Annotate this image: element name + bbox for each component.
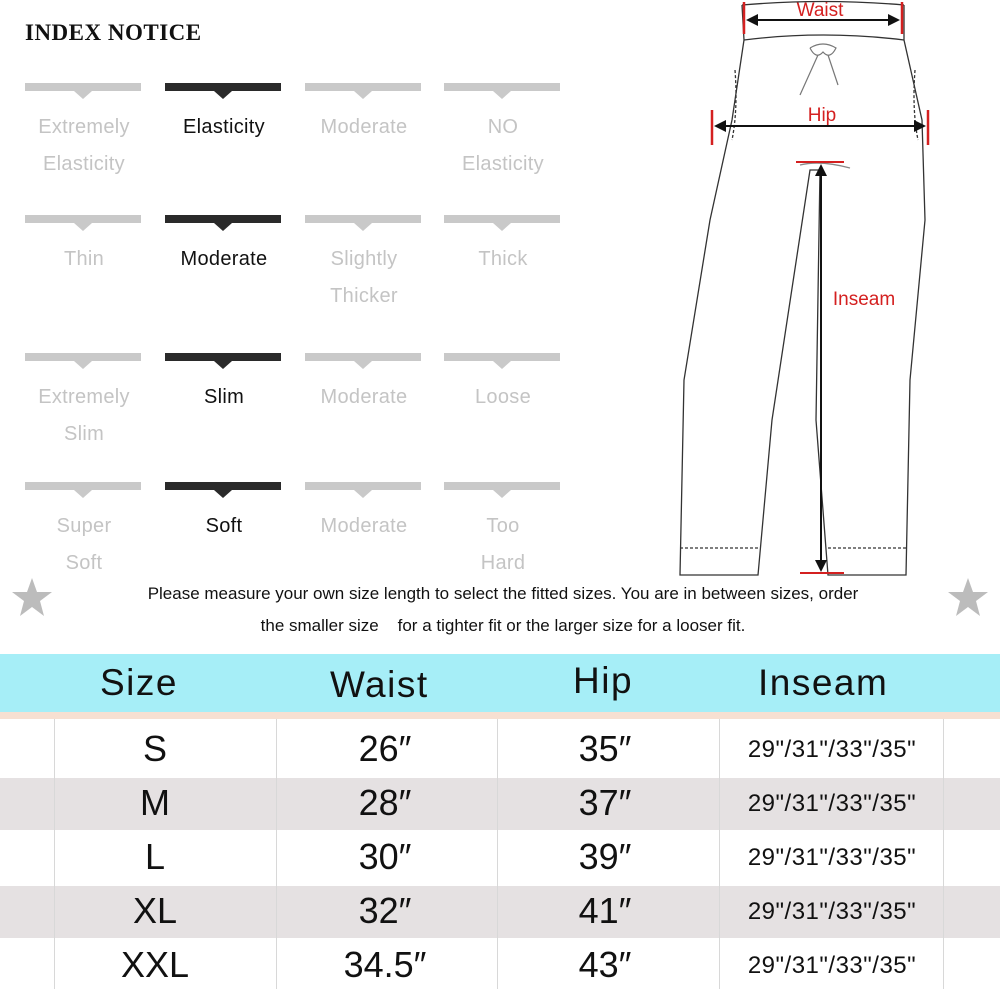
scale-label: Too Hard: [480, 515, 526, 574]
hip-cell: 39″: [578, 836, 632, 877]
table-row: [0, 832, 1000, 884]
scale-label: Moderate: [320, 386, 408, 408]
scale-bar: [25, 353, 141, 361]
scale-bar: [305, 482, 421, 490]
scale-label-selected: Slim: [203, 386, 245, 408]
column-divider: [497, 719, 498, 989]
scale-label: Extremely Elasticity: [38, 116, 130, 175]
scale-bar: [25, 215, 141, 223]
size-cell: L: [144, 836, 166, 877]
size-cell: XXL: [120, 944, 190, 985]
scale-bar: [25, 482, 141, 490]
waist-label: Waist: [796, 0, 844, 21]
header-hip: Hip: [573, 660, 634, 701]
column-divider: [943, 719, 944, 989]
header-inseam: Inseam: [758, 662, 889, 703]
waist-cell: 28″: [358, 782, 412, 823]
header-size: Size: [100, 662, 178, 703]
scale-label-selected: Moderate: [180, 248, 268, 270]
inseam-label: Inseam: [832, 289, 896, 310]
column-divider: [276, 719, 277, 989]
drawstring-icon: [800, 44, 838, 95]
scale-label-selected: Elasticity: [183, 116, 265, 138]
hip-cell: 41″: [578, 890, 632, 931]
scale-label: Loose: [475, 386, 531, 408]
scale-label: Moderate: [320, 116, 408, 138]
pants-measurement-diagram: [660, 0, 1000, 590]
scale-bar: [444, 353, 560, 361]
scale-label: Slightly Thicker: [330, 248, 398, 307]
note-line-2: the smaller size for a tighter fit or the larger size for a looser fit.: [260, 616, 746, 635]
arrowhead-icon: [914, 120, 926, 132]
table-row: [0, 724, 1000, 776]
scale-bar: [305, 353, 421, 361]
scale-label: Thin: [63, 248, 105, 270]
hip-cell: 35″: [578, 728, 632, 769]
size-cell: S: [142, 728, 167, 769]
scale-bar: [444, 482, 560, 490]
star-icon: [946, 576, 990, 620]
size-cell: XL: [132, 890, 178, 931]
inseam-cell: 29"/31"/33"/35": [747, 736, 917, 763]
size-cell: M: [140, 782, 170, 823]
waist-cell: 32″: [358, 890, 412, 931]
scale-label: NO Elasticity: [462, 116, 544, 175]
scale-bar: [25, 83, 141, 91]
scale-bar-selected: [165, 482, 281, 490]
elasticity-scale: [25, 83, 565, 203]
note-line-1: Please measure your own size length to select the fitted sizes. You are in between sizes, order: [147, 584, 859, 603]
scale-bar-selected: [165, 215, 281, 223]
thickness-scale: [25, 215, 565, 335]
arrowhead-icon: [888, 14, 900, 26]
table-row: [0, 778, 1000, 830]
scale-label: Moderate: [320, 515, 408, 537]
star-icon: [10, 576, 54, 620]
hip-cell: 43″: [578, 944, 632, 985]
waist-cell: 30″: [358, 836, 412, 877]
column-divider: [719, 719, 720, 989]
arrowhead-icon: [746, 14, 758, 26]
scale-bar: [444, 83, 560, 91]
scale-bar-selected: [165, 353, 281, 361]
index-notice-title: INDEX NOTICE: [25, 20, 202, 45]
inseam-cell: 29"/31"/33"/35": [747, 790, 917, 817]
hip-label: Hip: [807, 105, 837, 126]
scale-label: Thick: [478, 248, 528, 270]
scale-label: Super Soft: [56, 515, 112, 574]
table-row: [0, 886, 1000, 938]
hip-cell: 37″: [578, 782, 632, 823]
scale-bar: [444, 215, 560, 223]
scale-bar: [305, 83, 421, 91]
arrowhead-icon: [815, 560, 827, 572]
table-header: [0, 654, 1000, 712]
scale-bar: [305, 215, 421, 223]
fit-scale: [25, 353, 565, 473]
header-waist: Waist: [330, 664, 429, 705]
column-divider: [54, 719, 55, 989]
inseam-cell: 29"/31"/33"/35": [747, 844, 917, 871]
waist-cell: 26″: [358, 728, 412, 769]
scale-label-selected: Soft: [205, 515, 243, 537]
size-chart-table: [0, 654, 1000, 989]
inseam-cell: 29"/31"/33"/35": [747, 952, 917, 979]
scale-bar-selected: [165, 83, 281, 91]
header-divider: [0, 712, 1000, 719]
inseam-cell: 29"/31"/33"/35": [747, 898, 917, 925]
table-row: [0, 940, 1000, 992]
arrowhead-icon: [714, 120, 726, 132]
waist-cell: 34.5″: [343, 944, 427, 985]
size-advice-note: [58, 578, 948, 642]
scale-label: Extremely Slim: [38, 386, 130, 445]
